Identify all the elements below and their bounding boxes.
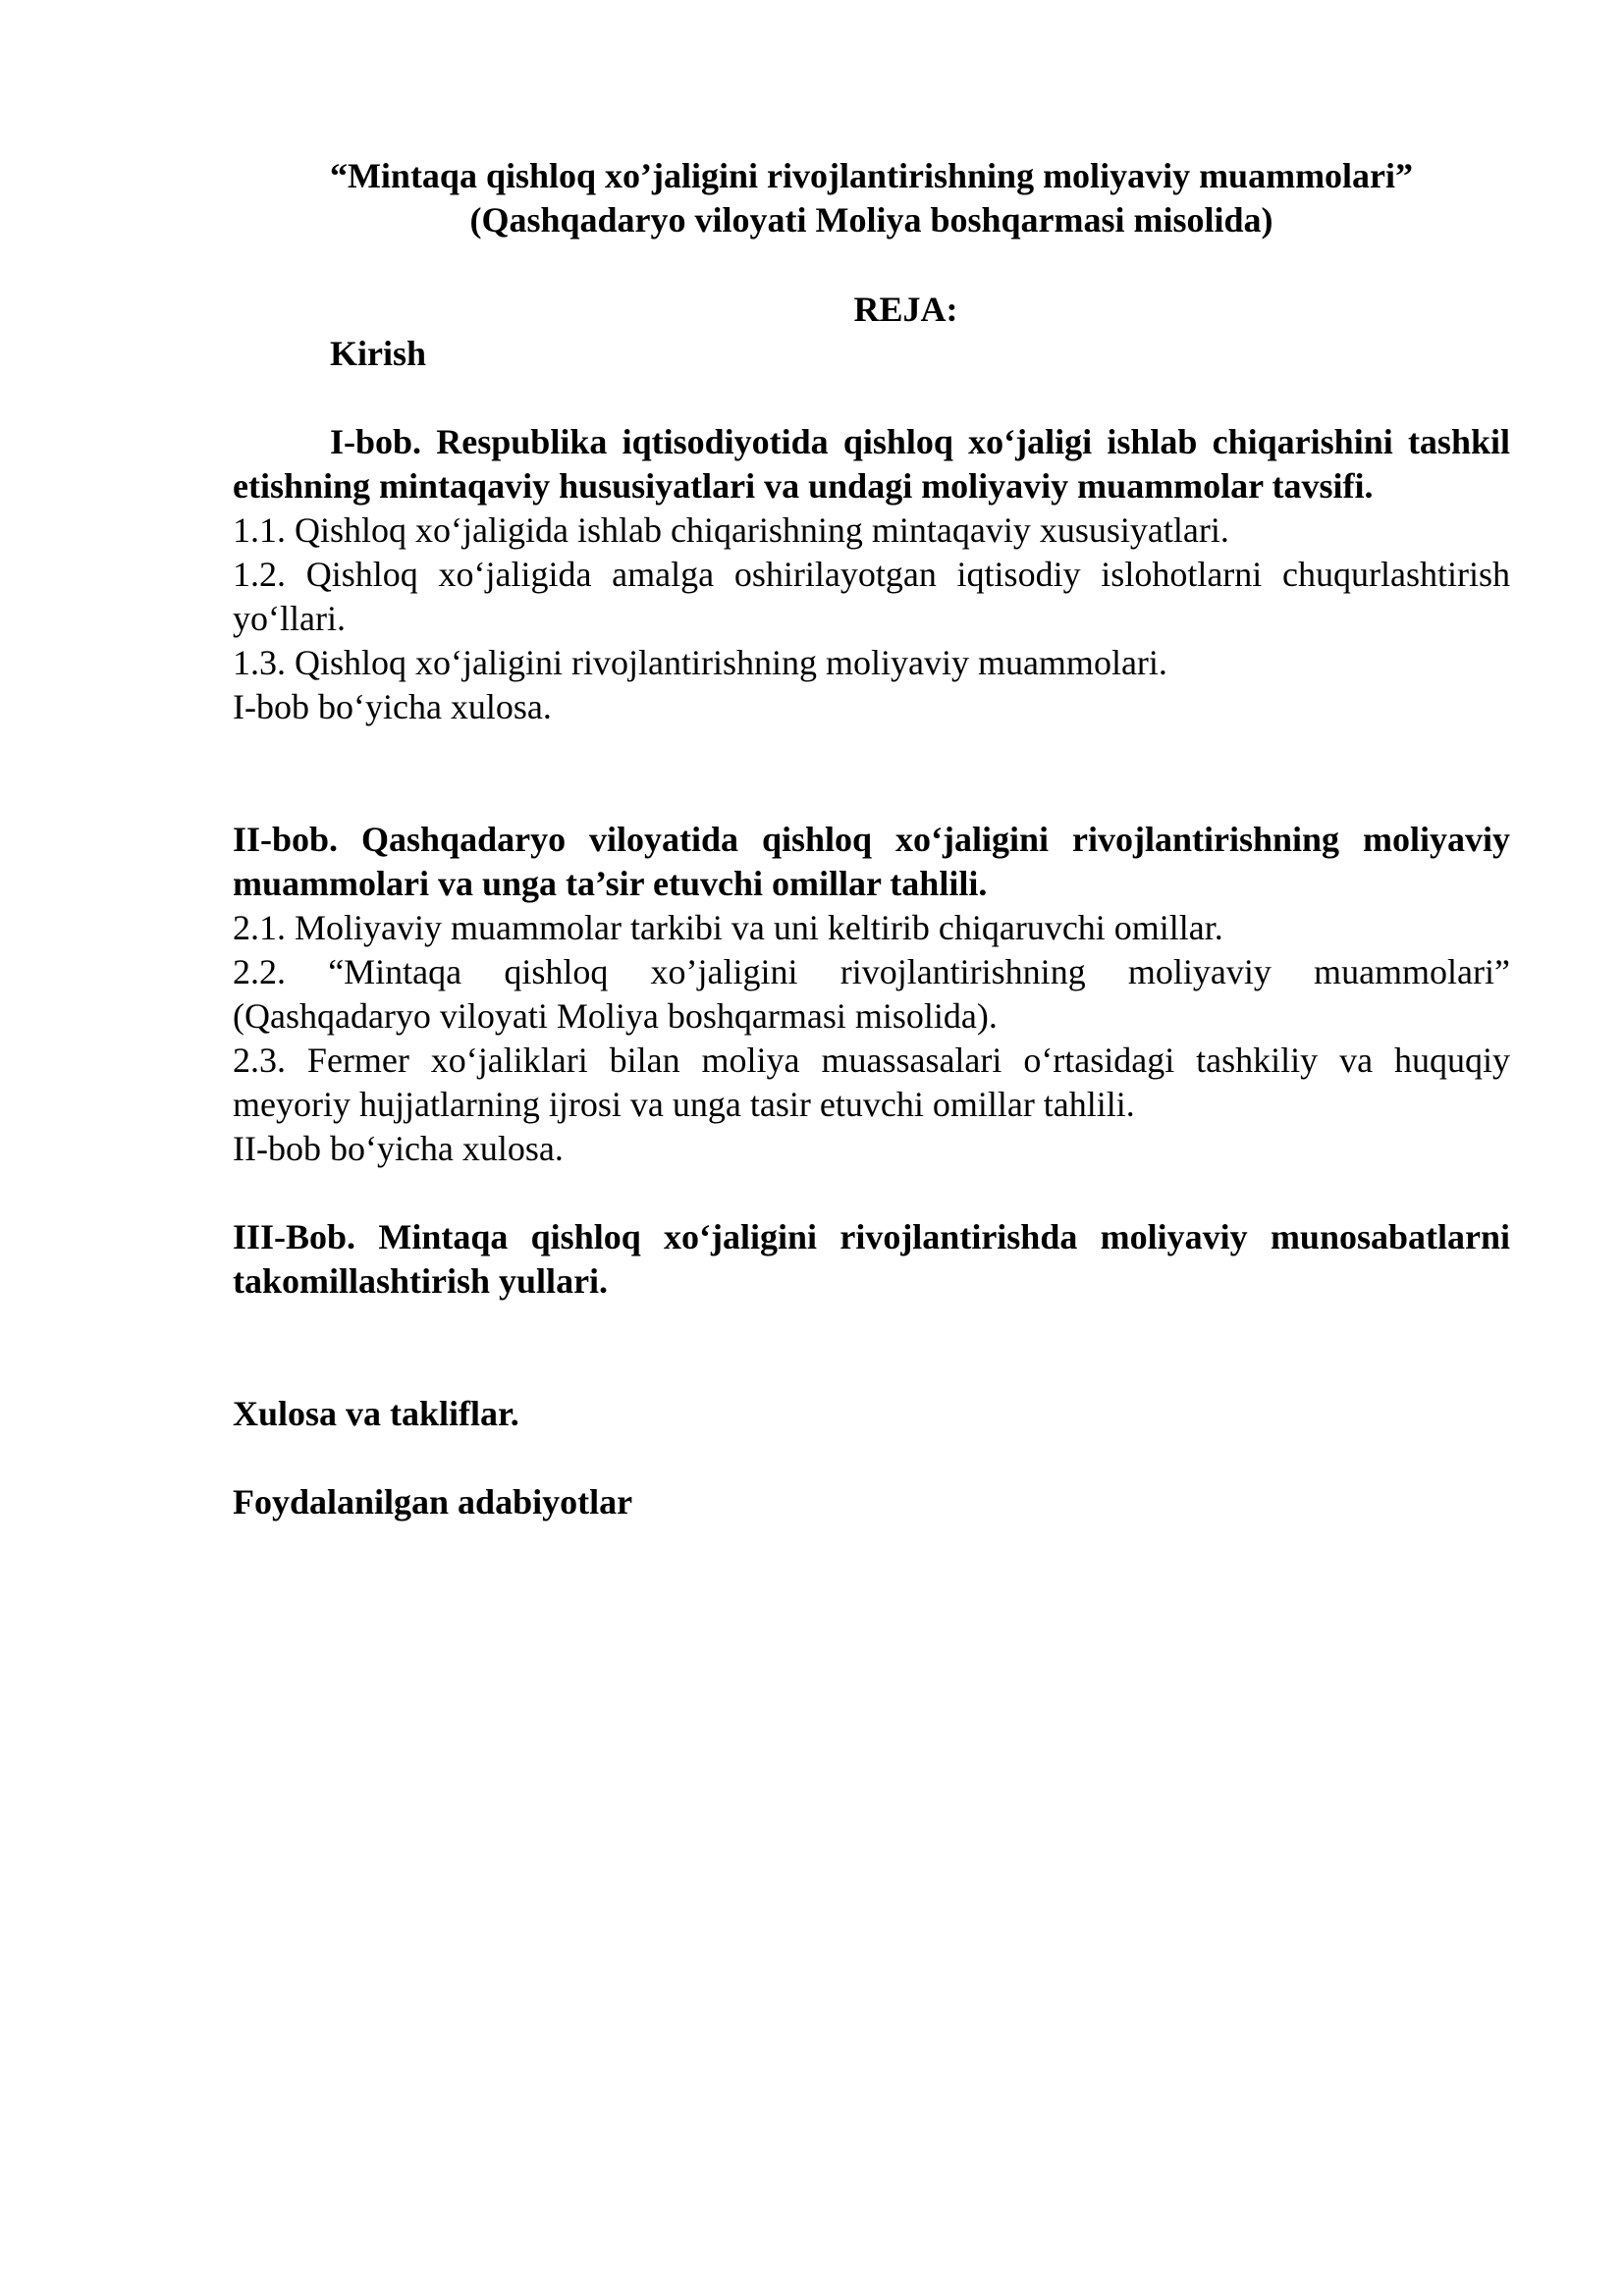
references-heading: Foydalanilgan adabiyotlar: [233, 1482, 633, 1522]
title-line-1: “Mintaqa qishloq xo’jaligini rivojlantirishning moliyaviy muammolari”: [329, 156, 1414, 195]
document-title: [233, 154, 1510, 242]
chapter-2-heading: II-bob. Qashqadaryo viloyatida qishloq xo‘jaligini rivojlantirishning moliyaviy muammolari va unga ta’sir etuvchi omillar tahlili.: [233, 820, 1510, 903]
conclusions-heading: Xulosa va takliflar.: [233, 1394, 519, 1433]
chapter-1-item: 1.1. Qishloq xo‘jaligida ishlab chiqarishning mintaqaviy xususiyatlari.: [233, 510, 1229, 550]
chapter-1-heading: I-bob. Respublika iqtisodiyotida qishloq xo‘jaligi ishlab chiqarishini tashkil etishning mintaqaviy hususiyatlari va undagi moliyaviy muammolar tavsifi.: [233, 422, 1510, 506]
chapter-2-conclusion: II-bob bo‘yicha xulosa.: [233, 1129, 564, 1168]
chapter-2-item: 2.1. Moliyaviy muammolar tarkibi va uni keltirib chiqaruvchi omillar.: [233, 908, 1223, 947]
chapter-1-item: 1.2. Qishloq xo‘jaligida amalga oshirilayotgan iqtisodiy islohotlarni chuqurlashtirish yo‘llari.: [233, 555, 1510, 638]
title-line-2: (Qashqadaryo viloyati Moliya boshqarmasi misolida): [469, 200, 1273, 240]
intro-heading: Kirish: [330, 334, 427, 373]
chapter-3: [233, 1215, 1510, 1304]
plan-heading: REJA:: [853, 290, 958, 329]
chapter-1-item: 1.3. Qishloq xo‘jaligini rivojlantirishning moliyaviy muammolari.: [233, 643, 1167, 682]
chapter-3-heading: III-Bob. Mintaqa qishloq xo‘jaligini rivojlantirishda moliyaviy munosabatlarni takomillashtirish yullari.: [233, 1217, 1510, 1301]
chapter-2-item: 2.3. Fermer xo‘jaliklari bilan moliya muassasalari o‘rtasidagi tashkiliy va huquqiy meyoriy hujjatlarning ijrosi va unga tasir etuvchi omillar tahlili.: [233, 1041, 1510, 1124]
chapter-1: [233, 420, 1510, 729]
chapter-1-conclusion: I-bob bo‘yicha xulosa.: [233, 687, 552, 726]
chapter-2: [233, 818, 1510, 1171]
chapter-2-item: 2.2. “Mintaqa qishloq xo’jaligini rivojlantirishning moliyaviy muammolari” (Qashqadaryo viloyati Moliya boshqarmasi misolida).: [233, 952, 1510, 1036]
